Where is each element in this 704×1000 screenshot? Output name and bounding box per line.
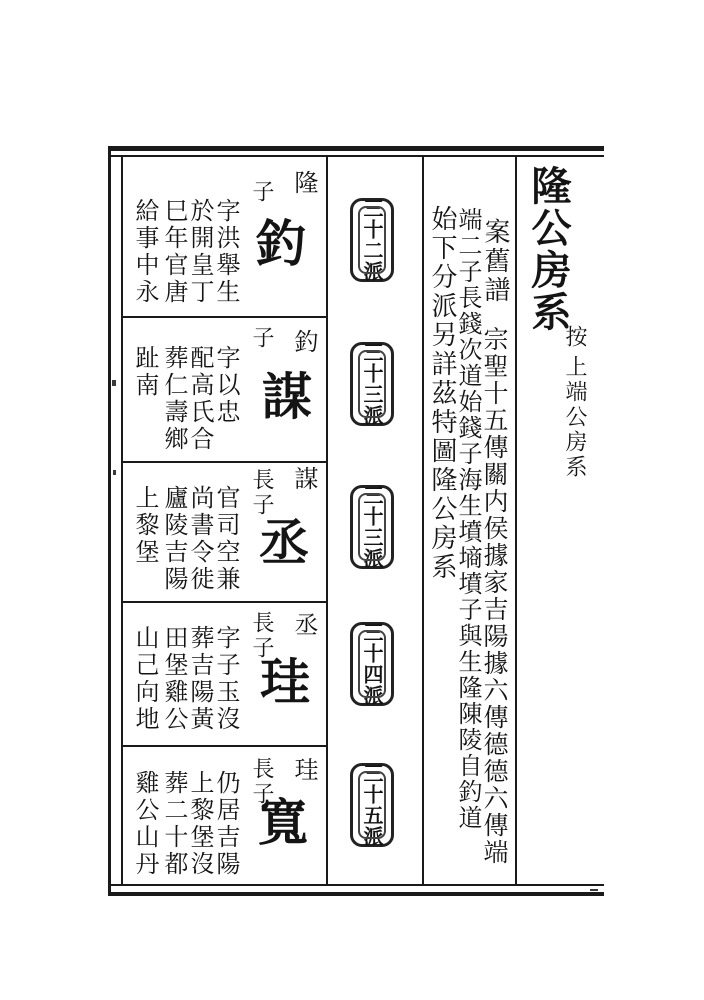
parent-name: 釣 xyxy=(290,329,318,356)
row-divider xyxy=(123,316,326,318)
intro-column-3: 端二子長錢次道始錢子海生墳墒墳子與生隆陳陵自釣道 xyxy=(454,207,482,831)
member-note: 巳年官唐 xyxy=(160,198,188,306)
member-note: 山己向地 xyxy=(131,625,159,733)
member-name: 謀 xyxy=(254,370,313,420)
top-border-inner xyxy=(108,155,604,157)
scan-speck xyxy=(590,889,598,891)
branch-seal: 三十二派 xyxy=(350,198,394,282)
member-name: 寬 xyxy=(250,796,309,846)
branch-seal: 三十三派 xyxy=(350,485,394,569)
intro-column-2: 宗聖十五傳關内侯據家吉陽據六傳德德六傳端 xyxy=(480,326,509,866)
branch-seal: 三十四派 xyxy=(350,622,394,706)
relation-label: 長子 xyxy=(249,611,274,661)
member-note: 雞公山丹 xyxy=(131,770,159,878)
intro-column-4: 始下分派另詳茲特圖隆公房系 xyxy=(427,205,457,582)
title-column-rule xyxy=(515,157,517,884)
note-title: 上端公房系 xyxy=(562,355,587,480)
page-title: 隆公房系 xyxy=(525,165,572,333)
member-note: 上黎堡 xyxy=(131,485,159,566)
seal-column-left-rule xyxy=(326,157,328,884)
member-note: 字以忠 xyxy=(212,345,240,426)
row-divider xyxy=(123,461,326,463)
member-name: 釣 xyxy=(248,217,307,267)
member-note: 仍居吉陽 xyxy=(212,770,240,878)
member-name: 丞 xyxy=(251,516,310,566)
parent-name: 謀 xyxy=(290,466,318,493)
member-note: 廬陵吉陽 xyxy=(160,485,188,593)
member-note: 尚書令徙 xyxy=(186,485,214,593)
member-note: 葬二十都 xyxy=(160,770,188,878)
member-note: 於開皇丁 xyxy=(186,198,214,306)
relation-label: 子 xyxy=(249,326,274,351)
member-note: 配高氏合 xyxy=(186,345,214,453)
row-divider xyxy=(123,601,326,603)
bottom-border-outer xyxy=(108,892,604,896)
member-note: 葬仁壽鄉 xyxy=(160,345,188,453)
note-label: 按 xyxy=(562,325,587,350)
parent-name: 隆 xyxy=(290,170,318,197)
left-border-inner xyxy=(121,157,123,884)
member-note: 上黎堡沒 xyxy=(186,770,214,878)
member-note: 葬吉陽黃 xyxy=(186,625,214,733)
member-note: 田堡雞公 xyxy=(160,625,188,733)
branch-seal: 三十三派 xyxy=(350,342,394,426)
top-border xyxy=(108,146,604,151)
relation-label: 長子 xyxy=(249,468,274,518)
relation-label: 子 xyxy=(249,180,274,205)
member-name: 珪 xyxy=(252,655,311,705)
scan-speck xyxy=(112,380,116,386)
left-border xyxy=(108,146,111,896)
seal-column-right-rule xyxy=(422,157,424,884)
scan-speck xyxy=(113,470,116,475)
member-note: 官司空兼 xyxy=(212,485,240,593)
relation-label: 長子 xyxy=(249,757,274,807)
parent-name: 丞 xyxy=(290,612,318,639)
member-note: 給事中永 xyxy=(131,198,159,306)
parent-name: 珪 xyxy=(290,757,318,784)
intro-column-1: 案舊譜 xyxy=(480,218,510,305)
row-divider xyxy=(123,745,326,747)
member-note: 趾南 xyxy=(131,345,159,399)
bottom-border xyxy=(108,884,604,886)
branch-seal: 三十五派 xyxy=(350,763,394,847)
member-note: 字子玉沒 xyxy=(212,625,240,733)
member-note: 字洪舉生 xyxy=(212,198,240,306)
